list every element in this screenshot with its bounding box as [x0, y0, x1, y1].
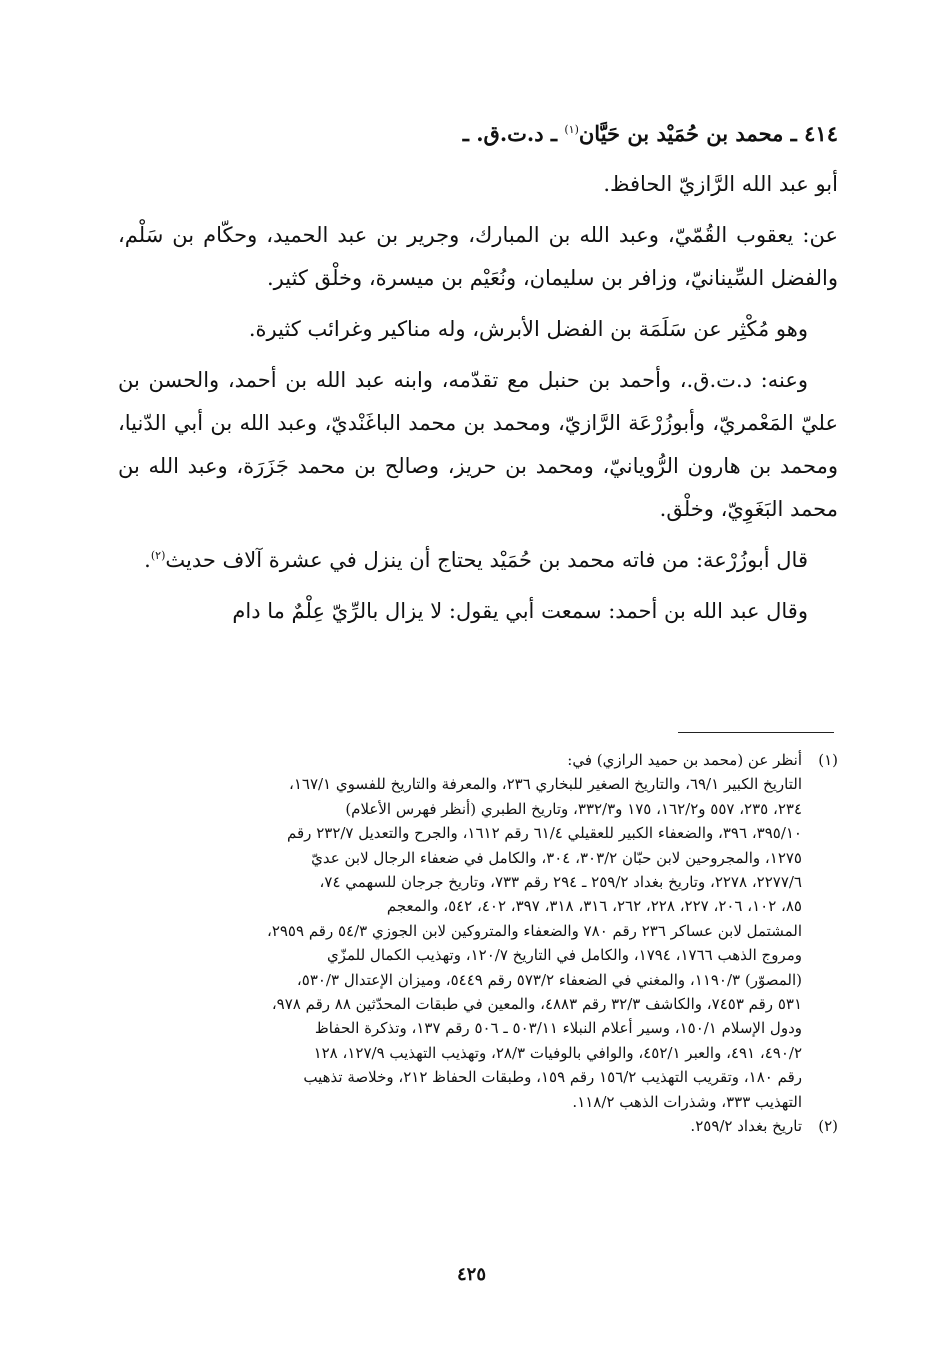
footnote-line: ٨٥، ١٠٢، ٢٠٦، ٢٢٧، ٢٢٨، ٢٦٢، ٣١٦، ٣١٨، ٣٩٧، ٤٠٢، ٥٤٢، والمعجم [386, 897, 802, 916]
footnote-marker: (٢) [818, 1117, 838, 1136]
main-text [118, 112, 838, 641]
footnote-body [118, 1114, 802, 1138]
footnote-divider [678, 732, 834, 733]
abu-zura-end: . [144, 548, 151, 572]
abdullah-paragraph: وقال عبد الله بن أحمد: سمعت أبي يقول: لا يزال بالرِّيّ عِلْمٌ ما دام [232, 599, 808, 623]
entry-heading [118, 112, 838, 155]
footnote-line: تاريخ بغداد ٢٥٩/٢. [690, 1117, 802, 1136]
footnote-line: ٢٢٧٧/٦، ٢٢٧٨، وتاريخ بغداد ٢٥٩/٢ ـ ٢٩٤ رقم ٧٣٣، وتاريخ جرجان للسهمي ٧٤، [319, 873, 802, 892]
footnote-line: ودول الإسلام ١٥٠/١، وسير أعلام النبلاء ٥٠٣/١١ ـ ٥٠٦ رقم ١٣٧، وتذكرة الحفاظ [314, 1019, 802, 1038]
entry-title: ـ محمد بن حُمَيْد بن حَيَّان [578, 121, 797, 146]
abu-zura-text: قال أبوزُرْعة: من فاته محمد بن حُمَيْد يحتاج أن ينزل في عشرة آلاف حديث [165, 548, 808, 572]
footnote-line: ٥٣١ رقم ٧٤٥٣، والكاشف ٣٢/٣ رقم ٤٨٨٣، والمعين في طبقات المحدّثين ٨٨ رقم ٩٧٨، [271, 995, 802, 1014]
kunya-paragraph: أبو عبد الله الرَّازيّ الحافظ. [603, 172, 838, 196]
muktir-paragraph: وهو مُكْثِر عن سَلَمَة بن الفضل الأبرش، وله مناكير وغرائب كثيرة. [248, 317, 808, 341]
footnote-1 [118, 748, 838, 1114]
footnote-line: ٤٩٠/٢، ٤٩١، والعبر ٤٥٢/١، والوافي بالوفيات ٢٨/٣، وتهذيب التهذيب ١٢٧/٩، ١٢٨ [313, 1043, 802, 1062]
footnote-ref-2: (٢) [150, 549, 166, 562]
footnote-line: ١٢٧٥، والمجروحين لابن حبّان ٣٠٣/٢، ٣٠٤، والكامل في ضعفاء الرجال لابن عديّ [311, 848, 802, 867]
entry-number: ٤١٤ [804, 121, 838, 146]
footnote-line: التهذيب ٣٣٣، وشذرات الذهب ١١٨/٢. [572, 1092, 802, 1111]
footnote-marker: (١) [818, 751, 838, 769]
footnote-line: ومروج الذهب ١٧٦٦، ١٧٩٤، والكامل في التاريخ ١٢٠/٧، وتهذيب الكمال للمزّي [326, 946, 802, 965]
footnote-2 [118, 1114, 838, 1138]
footnote-line: (المصوّر) ١١٩٠/٣، والمغني في الضعفاء ٥٧٣/٢ رقم ٥٤٤٩، وميزان الإعتدال ٥٣٠/٣، [296, 970, 802, 989]
entry-codes: ـ د.ت.ق. ـ [462, 121, 558, 146]
footnote-ref-1: (١) [564, 123, 579, 136]
footnotes [118, 748, 838, 1139]
footnote-body [118, 748, 802, 1114]
footnote-line: رقم ١٨٠، وتقريب التهذيب ١٥٦/٢ رقم ١٥٩، وطبقات الحفاظ ٢١٢، وخلاصة تذهيب [303, 1068, 802, 1087]
footnote-line: ٣٩٥/١٠، ٣٩٦، والضعفاء الكبير للعقيلي ٦١/٤ رقم ١٦١٢، والجرح والتعديل ٢٣٢/٧ رقم [287, 824, 802, 843]
footnote-line: ٢٣٤، ٢٣٥، ٥٥٧ و١٦٢/٢، ١٧٥ و٣٣٢/٣، وتاريخ الطبري (أنظر فهرس الأعلام) [345, 799, 802, 818]
footnote-line: التاريخ الكبير ٦٩/١، والتاريخ الصغير للبخاري ٢٣٦، والمعرفة والتاريخ للفسوي ١٦٧/١، [288, 775, 802, 794]
footnote-line: المشتمل لابن عساكر ٢٣٦ رقم ٧٨٠ والضعفاء والمتروكين لابن الجوزي ٥٤/٣ رقم ٢٩٥٩، [266, 921, 802, 940]
footnote-line: أنظر عن (محمد بن حميد الرازي) في: [567, 751, 802, 769]
teachers-paragraph: عن: يعقوب القُمّيّ، وعبد الله بن المبارك، وجرير بن عبد الحميد، وحكّام بن سَلْم، والفضل السِّينانيّ، وزافر بن سليمان، ونُعَيْم بن ميسرة، وخلْق كثير. [118, 223, 838, 290]
page-number: ٤٢٥ [456, 1264, 486, 1285]
narrators-paragraph: وعنه: د.ت.ق.، وأحمد بن حنبل مع تقدّمه، وابنه عبد الله بن أحمد، والحسن بن عليّ المَعْمريّ، وأبوزُرْعَة الرَّازيّ، ومحمد بن محمد الباغَنْديّ، وعبد الله بن أبي الدّنيا، ومحمد بن هارون الرُّويانيّ، ومحمد بن حريز، وصالح بن محمد جَزَرَة، وعبد الله بن محمد البَغَوِيّ، وخلْق. [118, 368, 838, 521]
abu-zura-paragraph [118, 539, 838, 582]
